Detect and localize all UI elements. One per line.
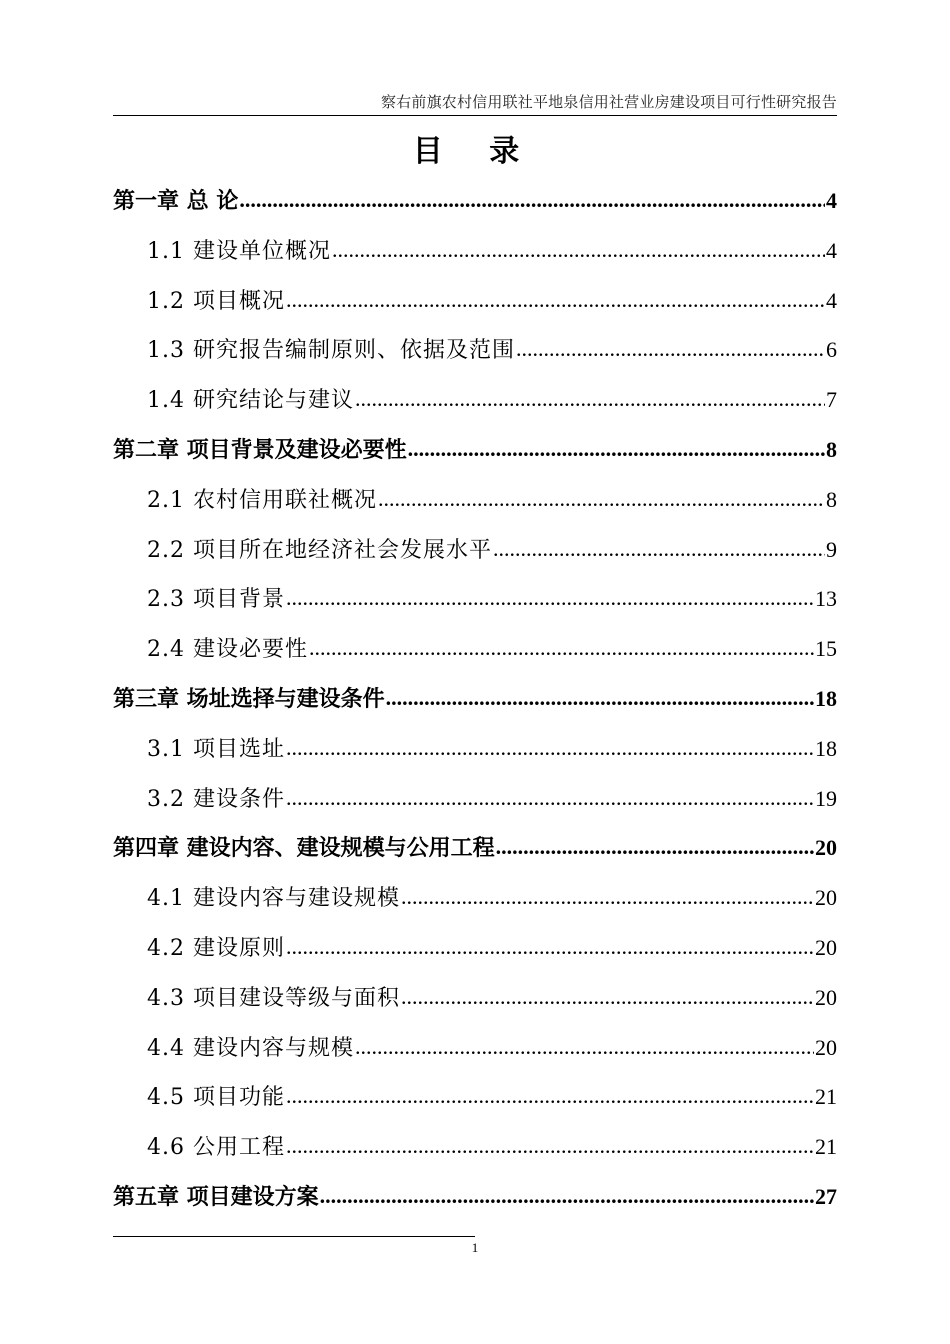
toc-section-entry[interactable] [147, 881, 837, 915]
toc-entry-page: 20 [815, 1035, 837, 1060]
dot-leader [309, 632, 814, 665]
toc-section-entry[interactable] [147, 632, 837, 666]
toc-entry-page: 20 [815, 985, 837, 1010]
toc-chapter-entry[interactable] [113, 184, 837, 218]
toc-section-entry[interactable] [147, 582, 837, 616]
toc-entry-page: 4 [826, 188, 837, 213]
dot-leader [332, 234, 825, 267]
toc-entry-page: 4 [826, 288, 837, 313]
toc-section-entry[interactable] [147, 333, 837, 367]
toc-section-entry[interactable] [147, 533, 837, 567]
dot-leader [286, 732, 814, 765]
toc-entry-label: 1.2 项目概况 [147, 289, 285, 314]
toc-entry-label: 第一章 总 论 [113, 189, 239, 214]
toc-entry-label: 3.2 建设条件 [147, 787, 285, 812]
toc-entry-page: 6 [826, 337, 837, 362]
toc-entry-page: 18 [815, 736, 837, 761]
toc-entry-label: 1.1 建设单位概况 [147, 239, 331, 264]
toc-entry-label: 4.6 公用工程 [147, 1135, 285, 1160]
toc-entry-label: 4.4 建设内容与规模 [147, 1036, 354, 1061]
dot-leader [286, 284, 825, 317]
toc-section-entry[interactable] [147, 234, 837, 268]
toc-section-entry[interactable] [147, 1080, 837, 1114]
dot-leader [286, 931, 814, 964]
toc-section-entry[interactable] [147, 782, 837, 816]
toc-chapter-entry[interactable] [113, 433, 837, 467]
toc-section-entry[interactable] [147, 931, 837, 965]
toc-entry-page: 4 [826, 238, 837, 263]
dot-leader [401, 881, 814, 914]
toc-section-entry[interactable] [147, 1031, 837, 1065]
toc-section-entry[interactable] [147, 483, 837, 517]
toc-entry-label: 4.5 项目功能 [147, 1085, 285, 1110]
toc-section-entry[interactable] [147, 284, 837, 318]
toc-entry-page: 13 [815, 586, 837, 611]
toc-entry-label: 4.1 建设内容与建设规模 [147, 886, 400, 911]
toc-chapter-entry[interactable] [113, 1180, 837, 1214]
toc-entry-label: 2.4 建设必要性 [147, 637, 308, 662]
toc-entry-label: 4.3 项目建设等级与面积 [147, 986, 400, 1011]
footnote-divider [113, 1236, 475, 1237]
dot-leader [493, 533, 825, 566]
toc-entry-page: 27 [815, 1184, 837, 1209]
dot-leader [286, 582, 814, 615]
dot-leader [286, 1130, 814, 1163]
toc-entry-page: 21 [815, 1084, 837, 1109]
dot-leader [378, 483, 825, 516]
dot-leader [401, 981, 814, 1014]
toc-entry-page: 21 [815, 1134, 837, 1159]
toc-entry-page: 19 [815, 786, 837, 811]
dot-leader [408, 433, 825, 466]
toc-section-entry[interactable] [147, 1130, 837, 1164]
toc-entry-label: 2.1 农村信用联社概况 [147, 488, 377, 513]
toc-chapter-entry[interactable] [113, 831, 837, 865]
dot-leader [516, 333, 825, 366]
toc-section-entry[interactable] [147, 981, 837, 1015]
toc-section-entry[interactable] [147, 383, 837, 417]
toc-entry-label: 第二章 项目背景及建设必要性 [113, 438, 407, 463]
toc-chapter-entry[interactable] [113, 682, 837, 716]
toc-section-entry[interactable] [147, 732, 837, 766]
toc-heading: 目 录 [412, 134, 538, 169]
running-header: 察右前旗农村信用联社平地泉信用社营业房建设项目可行性研究报告 [380, 93, 837, 111]
toc-entry-page: 18 [815, 686, 837, 711]
dot-leader [355, 383, 825, 416]
toc-entry-page: 7 [826, 387, 837, 412]
toc-entry-label: 1.3 研究报告编制原则、依据及范围 [147, 338, 515, 363]
toc-entry-page: 15 [815, 636, 837, 661]
dot-leader [386, 682, 814, 715]
toc-entry-label: 第三章 场址选择与建设条件 [113, 687, 385, 712]
dot-leader [355, 1031, 814, 1064]
toc-entry-label: 1.4 研究结论与建议 [147, 388, 354, 413]
toc-entry-page: 9 [826, 537, 837, 562]
page-number: 1 [471, 1240, 479, 1255]
toc-entry-label: 3.1 项目选址 [147, 737, 285, 762]
dot-leader [286, 1080, 814, 1113]
toc-entry-page: 20 [815, 835, 837, 860]
toc-entry-label: 2.3 项目背景 [147, 587, 285, 612]
toc-entry-label: 第四章 建设内容、建设规模与公用工程 [113, 836, 495, 861]
dot-leader [496, 831, 814, 864]
toc-entry-label: 2.2 项目所在地经济社会发展水平 [147, 538, 492, 563]
toc-entry-label: 4.2 建设原则 [147, 936, 285, 961]
toc-entry-page: 20 [815, 885, 837, 910]
toc-entry-label: 第五章 项目建设方案 [113, 1185, 319, 1210]
dot-leader [286, 782, 814, 815]
toc-entry-page: 8 [826, 437, 837, 462]
dot-leader [239, 184, 825, 217]
toc-entry-page: 20 [815, 935, 837, 960]
dot-leader [320, 1180, 814, 1213]
toc-entry-page: 8 [826, 487, 837, 512]
